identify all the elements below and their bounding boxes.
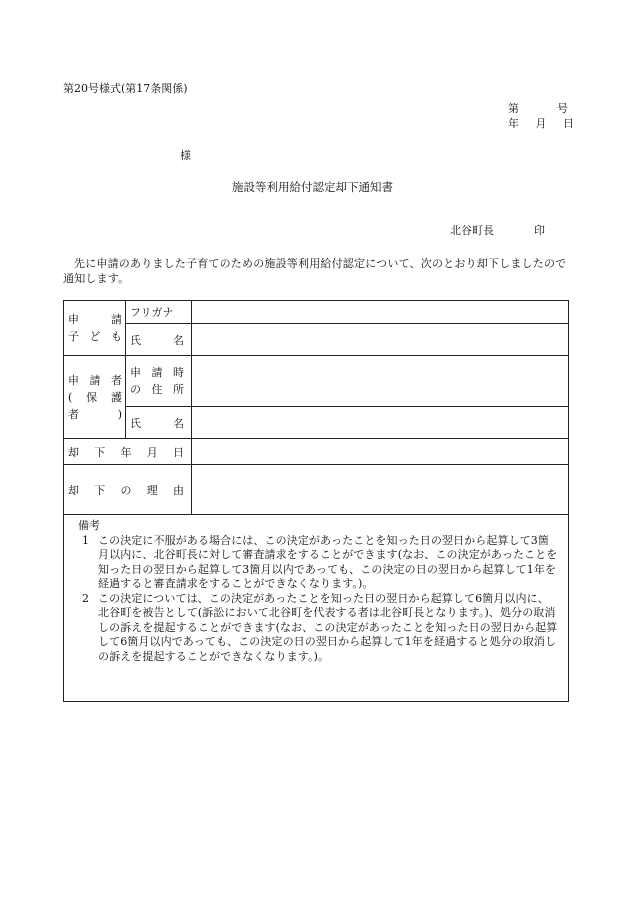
child-name-row	[64, 324, 569, 356]
rejection-date-label: 却 下 年 月 日	[64, 439, 192, 465]
number-label: 第	[508, 102, 519, 115]
guardian-name-value[interactable]	[192, 407, 569, 439]
note-text: この決定に不服がある場合には、この決定があったことを知った日の翌日から起算して3箇月以内に、北谷町長に対して審査請求をすることができます(なお、この決定があったことを知った日の翌日から起算して3箇月以内であっても、この決定の日の翌日から起算して1年を経過すると審査請求をすることができなくなります。)。	[98, 533, 558, 590]
guardian-address-value[interactable]	[192, 356, 569, 407]
number-suffix: 号	[557, 102, 568, 115]
addressee-suffix: 様	[180, 149, 191, 162]
notes-cell	[64, 515, 569, 702]
child-furigana-value[interactable]	[192, 301, 569, 324]
note-text: この決定については、この決定があったことを知った日の翌日から起算して6箇月以内に、北谷町を被告として(訴訟において北谷町を代表する者は北谷町長となります。)、処分の取消しの訴えを提起することができます(なお、この決定があったことを知った日の翌日から起算して6箇月以内であっても、この決定の日の翌日から起算して1年を経過すると処分の取消しの訴えを提起することができなくなります。)。	[98, 591, 558, 663]
note-item	[82, 534, 558, 592]
note-number: 2	[82, 591, 89, 605]
guardian-label-line3: 者 )	[68, 407, 122, 421]
day-label: 日	[563, 117, 574, 130]
month-label: 月	[535, 117, 547, 130]
issue-date-line	[508, 115, 574, 131]
note-number: 1	[82, 533, 89, 547]
year-label: 年	[508, 117, 519, 130]
document-title: 施設等利用給付認定却下通知書	[232, 180, 393, 194]
issuer-line	[450, 222, 545, 238]
rejection-date-value[interactable]	[192, 439, 569, 465]
child-name-value[interactable]	[192, 324, 569, 356]
form-number: 第20号様式(第17条関係)	[63, 82, 188, 95]
guardian-name-label: 氏 名	[126, 407, 192, 439]
guardian-label-line2: ( 保 護	[68, 390, 122, 404]
issuer-name: 北谷町長	[450, 224, 494, 237]
child-furigana-row	[64, 301, 569, 324]
rejection-date-row	[64, 439, 569, 465]
child-label-cell	[64, 301, 126, 356]
notes-heading: 備考	[78, 519, 100, 532]
notes-row	[64, 515, 569, 702]
guardian-label-line1: 申 請 者	[68, 373, 122, 387]
rejection-reason-label: 却 下 の 理 由	[64, 465, 192, 515]
note-item	[82, 592, 558, 665]
guardian-label-cell	[64, 356, 126, 439]
furigana-label: フリガナ	[126, 301, 192, 324]
rejection-reason-row	[64, 465, 569, 515]
guardian-address-row	[64, 356, 569, 407]
application-table	[63, 300, 569, 702]
rejection-reason-value[interactable]	[192, 465, 569, 515]
child-name-label: 氏 名	[126, 324, 192, 356]
seal-mark: 印	[534, 224, 545, 237]
application-address-label: 申 請 時 の 住 所	[126, 356, 192, 407]
body-paragraph: 先に申請のありました子育てのための施設等利用給付認定について、次のとおり却下しましたので通知します。	[63, 257, 567, 285]
child-label-line1: 申 請	[68, 313, 122, 326]
document-number-line	[508, 100, 568, 116]
guardian-name-row	[64, 407, 569, 439]
child-label-line2: 子 ど も	[68, 330, 122, 343]
